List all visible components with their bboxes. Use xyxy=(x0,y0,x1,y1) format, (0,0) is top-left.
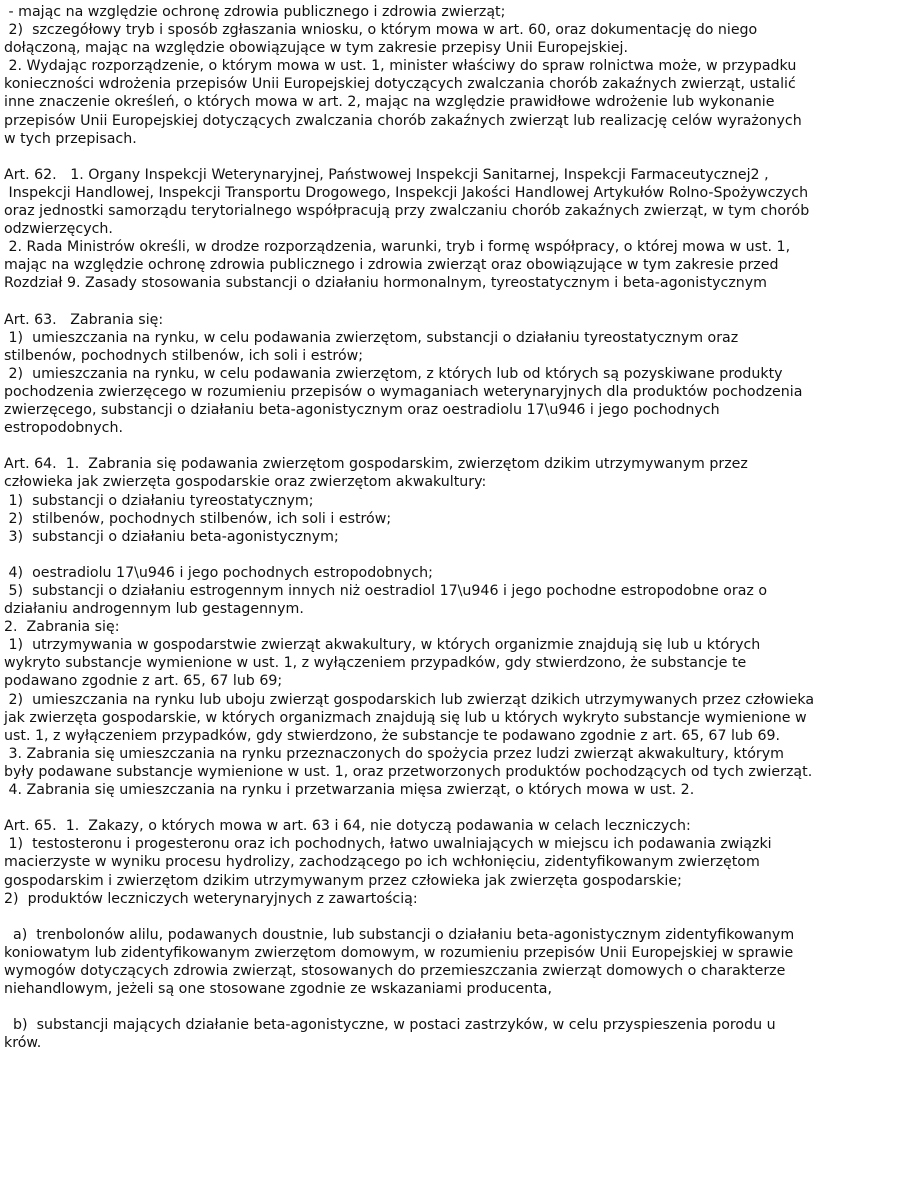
text-line: a) trenbolonów alilu, podawanych doustnie, lub substancji o działaniu beta-agonistycznym zidentyfikowanym xyxy=(4,926,795,943)
text-line: 2. Wydając rozporządzenie, o którym mowa w ust. 1, minister właściwy do spraw rolnictwa może, w przypadku xyxy=(4,58,797,75)
text-line: 1) utrzymywania w gospodarstwie zwierząt akwakultury, w których organizmie znajdują się lub u których xyxy=(4,637,761,654)
text-line xyxy=(4,908,919,926)
text-line xyxy=(4,148,919,166)
text-line: Art. 64. 1. Zabrania się podawania zwierzętom gospodarskim, zwierzętom dzikim utrzymywanym przez xyxy=(4,456,748,473)
text-line: Inspekcji Handlowej, Inspekcji Transportu Drogowego, Inspekcji Jakości Handlowej Artykułów Rolno-Spożywczych xyxy=(4,184,809,201)
text-line: estropodobnych. xyxy=(4,420,123,437)
text-line: gospodarskim i zwierzętom dzikim utrzymywanym przez człowieka jak zwierzęta gospodarskie; xyxy=(4,872,682,889)
text-line: niehandlowym, jeżeli są one stosowane zgodnie ze wskazaniami producenta, xyxy=(4,981,552,998)
text-line: b) substancji mających działanie beta-agonistyczne, w postaci zastrzyków, w celu przyspieszenia porodu u xyxy=(4,1017,776,1034)
text-line: ust. 1, z wyłączeniem przypadków, gdy stwierdzono, że substancje te podawano zgodnie z art. 65, 67 lub 69. xyxy=(4,727,781,744)
text-line: dołączoną, mając na względzie obowiązujące w tym zakresie przepisy Unii Europejskiej. xyxy=(4,40,628,57)
text-line: wymogów dotyczących zdrowia zwierząt, stosowanych do przemieszczania zwierząt domowych o charakterze xyxy=(4,962,786,979)
text-line: koniowatym lub zidentyfikowanym zwierzętom domowym, w rozumieniu przepisów Unii Europejskiej w sprawie xyxy=(4,944,794,961)
text-line xyxy=(4,998,919,1016)
text-line: działaniu androgennym lub gestagennym. xyxy=(4,601,304,618)
text-line: 4) oestradiolu 17\u946 i jego pochodnych estropodobnych; xyxy=(4,564,433,581)
text-line: 4. Zabrania się umieszczania na rynku i przetwarzania mięsa zwierząt, o których mowa w ust. 2. xyxy=(4,782,695,799)
text-line: podawano zgodnie z art. 65, 67 lub 69; xyxy=(4,673,283,690)
text-line: 2. Zabrania się: xyxy=(4,619,120,636)
text-line: 2. Rada Ministrów określi, w drodze rozporządzenia, warunki, tryb i formę współpracy, o której mowa w ust. 1, xyxy=(4,239,791,256)
text-line: 2) produktów leczniczych weterynaryjnych z zawartością: xyxy=(4,890,418,907)
text-line: pochodzenia zwierzęcego w rozumieniu przepisów o wymaganiach weterynaryjnych dla produktów pochodzenia xyxy=(4,383,803,400)
text-line: Art. 62. 1. Organy Inspekcji Weterynaryjnej, Państwowej Inspekcji Sanitarnej, Inspekcji Farmaceutycznej2 , xyxy=(4,166,769,183)
text-line: - mając na względzie ochronę zdrowia publicznego i zdrowia zwierząt; xyxy=(4,4,506,20)
text-line: 3. Zabrania się umieszczania na rynku przeznaczonych do spożycia przez ludzi zwierząt akwakultury, którym xyxy=(4,745,784,762)
text-line: konieczności wdrożenia przepisów Unii Europejskiej dotyczących zwalczania chorób zakaźnych zwierząt, ustalić xyxy=(4,76,796,93)
text-line: 3) substancji o działaniu beta-agonistycznym; xyxy=(4,528,339,545)
text-line: w tych przepisach. xyxy=(4,130,137,147)
text-line xyxy=(4,437,919,455)
text-line: 2) szczegółowy tryb i sposób zgłaszania wniosku, o którym mowa w art. 60, oraz dokumentację do niego xyxy=(4,22,758,39)
text-line: stilbenów, pochodnych stilbenów, ich soli i estrów; xyxy=(4,347,364,364)
text-line xyxy=(4,546,919,564)
text-line: 1) umieszczania na rynku, w celu podawania zwierzętom, substancji o działaniu tyreostatycznym oraz xyxy=(4,329,739,346)
text-line: zwierzęcego, substancji o działaniu beta-agonistycznym oraz oestradiolu 17\u946 i jego pochodnych xyxy=(4,402,720,419)
text-line: 1) testosteronu i progesteronu oraz ich pochodnych, łatwo uwalniających w miejscu ich podawania związki xyxy=(4,836,772,853)
text-line: macierzyste w wyniku procesu hydrolizy, zachodzącego po ich wchłonięciu, zidentyfikowanym zwierzętom xyxy=(4,854,760,871)
text-line: 2) stilbenów, pochodnych stilbenów, ich soli i estrów; xyxy=(4,510,392,527)
text-line: 1) substancji o działaniu tyreostatycznym; xyxy=(4,492,314,509)
text-line: mając na względzie ochronę zdrowia publicznego i zdrowia zwierząt oraz obowiązujące w tym zakresie przed xyxy=(4,257,779,274)
text-line: wykryto substancje wymienione w ust. 1, z wyłączeniem przypadków, gdy stwierdzono, że substancje te xyxy=(4,655,747,672)
text-line: 5) substancji o działaniu estrogennym innych niż oestradiol 17\u946 i jego pochodne estropodobne oraz o xyxy=(4,583,768,599)
text-line: inne znaczenie określeń, o których mowa w art. 2, mając na względzie prawidłowe wdrożenie lub wykonanie xyxy=(4,94,775,111)
text-line: oraz jednostki samorządu terytorialnego współpracują przy zwalczaniu chorób zakaźnych zwierząt, w tym chorób xyxy=(4,203,810,220)
text-line: były podawane substancje wymienione w ust. 1, oraz przetworzonych produktów pochodzących od tych zwierząt. xyxy=(4,763,813,780)
text-line: 2) umieszczania na rynku, w celu podawania zwierzętom, z których lub od których są pozyskiwane produkty xyxy=(4,365,783,382)
text-line: Rozdział 9. Zasady stosowania substancji o działaniu hormonalnym, tyreostatycznym i beta-agonistycznym xyxy=(4,275,767,292)
text-line: jak zwierzęta gospodarskie, w których organizmach znajdują się lub u których wykryto substancje wymienione w xyxy=(4,709,807,726)
text-line: odzwierzęcych. xyxy=(4,221,113,238)
text-line xyxy=(4,799,919,817)
text-line: Art. 63. Zabrania się: xyxy=(4,311,164,328)
text-line: przepisów Unii Europejskiej dotyczących zwalczania chorób zakaźnych zwierząt lub realizację celów wyrażonych xyxy=(4,112,802,129)
text-line xyxy=(4,293,919,311)
text-line: Art. 65. 1. Zakazy, o których mowa w art. 63 i 64, nie dotyczą podawania w celach leczniczych: xyxy=(4,818,691,835)
text-line: 2) umieszczania na rynku lub uboju zwierząt gospodarskich lub zwierząt dzikich utrzymywanych przez człowieka xyxy=(4,691,815,708)
text-line: krów. xyxy=(4,1035,42,1052)
text-line: człowieka jak zwierzęta gospodarskie oraz zwierzętom akwakultury: xyxy=(4,474,487,491)
